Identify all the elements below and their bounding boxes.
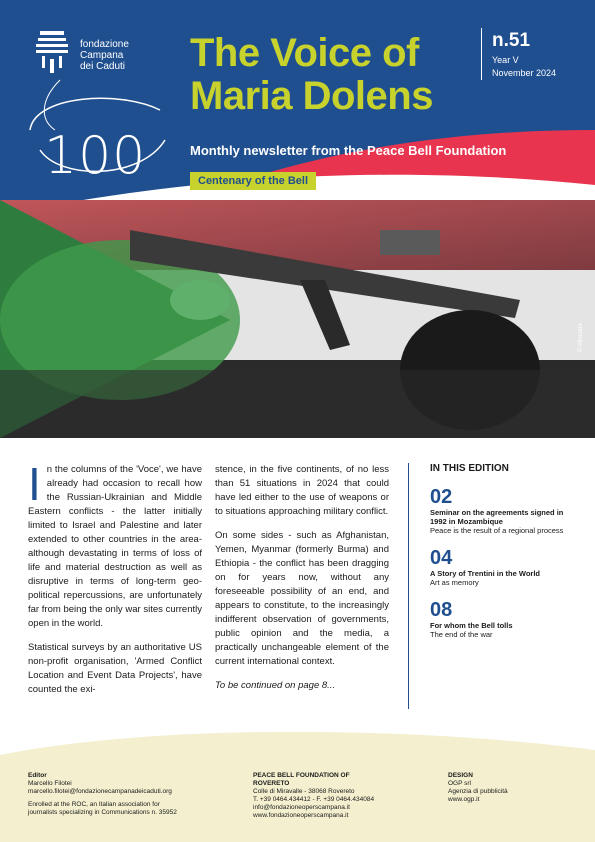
bell-logo-icon: [34, 29, 70, 75]
item-headline: A Story of Trentini in the World: [430, 569, 540, 578]
edition-item[interactable]: [430, 486, 580, 535]
photo-credit: © Allocoda: [578, 323, 584, 352]
roc-line: Enrolled at the ROC, an Italian association for: [28, 801, 160, 808]
design-label: DESIGN: [448, 772, 473, 779]
issue-divider: [481, 28, 482, 80]
foundation-title: PEACE BELL FOUNDATION OF: [253, 772, 350, 779]
phone: T. +39 0464.434412 - F. +39 0464.434084: [253, 796, 375, 803]
article-paragraph: In the columns of the 'Voce', we have already had occasion to recall how the Russian-Ukrainian and Middle Eastern conflicts - the latter initially limited to Israel and Palestine and later extended to other countries in the area- although devastating in terms of loss of life and material destruction as well as disruptive in terms of long-term geo-political repercussions, are unfortunately far from being the only war sites currently open in the world.: [28, 458, 202, 629]
item-subtitle: Peace is the result of a regional process: [430, 526, 564, 535]
item-headline: Seminar on the agreements signed in 1992 in Mozambique: [430, 508, 564, 526]
foundation-title: ROVERETO: [253, 780, 290, 787]
footer-editor: [28, 772, 238, 817]
newsletter-title: The Voice of Maria Dolens: [190, 31, 433, 118]
address: Colle di Miravalle - 38068 Rovereto: [253, 788, 355, 795]
design-website[interactable]: www.ogp.it: [448, 796, 480, 803]
sidebar-divider: [408, 463, 409, 709]
foundation-website[interactable]: www.fondazioneoperscampana.it: [253, 812, 349, 819]
item-subtitle: Art as memory: [430, 578, 479, 587]
editor-label: Editor: [28, 772, 47, 779]
article-paragraph: stence, in the five continents, of no less than 51 situations in 2024 that could have led either to the use of weapons or to situations approaching military conflict.: [215, 464, 389, 517]
cover-photo: [0, 200, 595, 438]
article-paragraph: On some sides - such as Afghanistan, Yemen, Myanmar (formerly Burma) and Ethiopia - the conflict has been dragging on for years now, without any foreseeable possibility of an end, and appears to constitute, to the increasingly indifferent observation of governments, public opinion and the media, a practically unchangeable element of the current international context.: [215, 530, 389, 667]
edition-item[interactable]: [430, 547, 580, 587]
issue-date: November 2024: [492, 68, 557, 78]
foundation-name: fondazione Campana dei Caduti: [80, 39, 129, 72]
drop-cap: I: [28, 458, 41, 510]
centenary-logo: 100: [44, 126, 147, 186]
newsletter-subtitle: Monthly newsletter from the Peace Bell Foundation: [190, 143, 507, 158]
continued-link[interactable]: To be continued on page 8...: [215, 680, 336, 691]
masthead: [0, 0, 595, 215]
page-number: 08: [430, 599, 453, 621]
item-subtitle: The end of the war: [430, 630, 493, 639]
page-number: 04: [430, 547, 453, 569]
editor-email[interactable]: marcello.filotei@fondazionecampanadeicaduti.org: [28, 788, 172, 795]
article-paragraph: Statistical surveys by an authoritative US non-profit organisation, 'Armed Conflict Location and Event Data Projects', have counted the exi-: [28, 642, 202, 695]
roc-line: journalists specializing in Communications n. 35952: [28, 809, 177, 816]
footer-design: [448, 772, 578, 804]
item-headline: For whom the Bell tolls: [430, 621, 513, 630]
page-number: 02: [430, 486, 453, 508]
foundation-email[interactable]: info@fondazioneoperscampana.it: [253, 804, 350, 811]
editor-name: Marcello Filotei: [28, 780, 72, 787]
footer-foundation: [253, 772, 423, 820]
article-column-2: [215, 463, 389, 703]
sidebar-title: IN THIS EDITION: [430, 463, 509, 474]
article-column-1: [28, 458, 202, 707]
issue-number: n.51: [492, 30, 531, 51]
in-this-edition: [430, 463, 580, 639]
design-company: OGP srl: [448, 780, 471, 787]
issue-year: Year V: [492, 55, 519, 65]
centenary-badge: Centenary of the Bell: [190, 172, 316, 190]
soldier-flag-image: [0, 200, 595, 438]
edition-item[interactable]: [430, 599, 580, 639]
design-description: Agenzia di pubblicità: [448, 788, 508, 795]
